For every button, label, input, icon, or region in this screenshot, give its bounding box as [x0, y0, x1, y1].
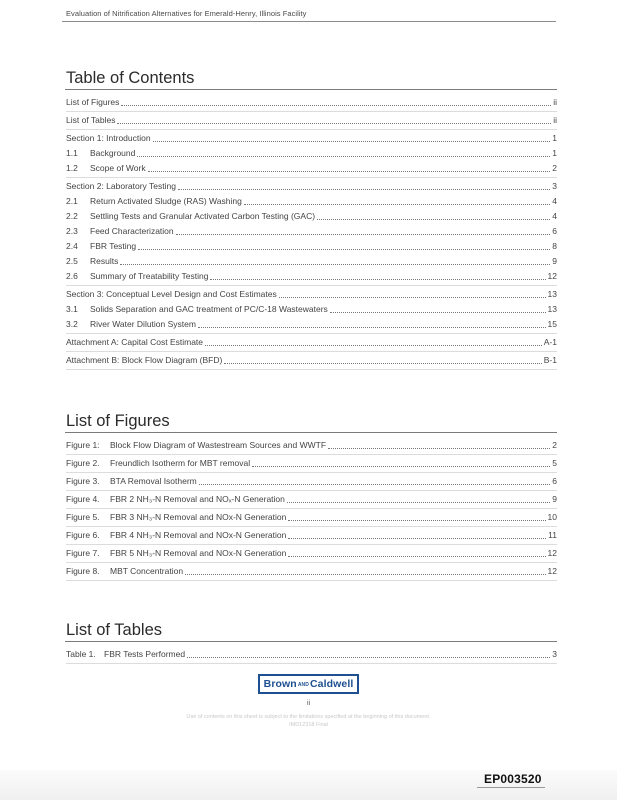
- figure-entry-number: Figure 1:: [66, 440, 100, 450]
- toc-entry[interactable]: [66, 240, 557, 252]
- figure-entry-label: FBR 3 NH₃-N Removal and NOx-N Generation: [110, 512, 287, 522]
- toc-entry-number: 1.1: [66, 148, 78, 158]
- dot-leader: [137, 155, 550, 157]
- toc-entry-number: 2.1: [66, 196, 78, 206]
- toc-entry[interactable]: [66, 288, 557, 300]
- toc-entry-label: Return Activated Sludge (RAS) Washing: [90, 196, 242, 206]
- toc-entry-number: 1.2: [66, 163, 78, 173]
- dot-leader: [317, 218, 550, 220]
- entry-separator: [66, 351, 557, 352]
- figures-title: List of Figures: [66, 412, 170, 430]
- figure-entry-label: FBR 5 NH₃-N Removal and NOx-N Generation: [110, 548, 287, 558]
- entry-separator: [66, 544, 557, 545]
- dot-leader: [288, 555, 545, 557]
- figure-entry-page: 6: [552, 476, 557, 486]
- figure-entry[interactable]: [66, 475, 557, 487]
- dot-leader: [185, 573, 545, 575]
- toc-entry[interactable]: [66, 195, 557, 207]
- toc-entry-page: 1: [552, 133, 557, 143]
- dot-leader: [187, 656, 550, 658]
- toc-entry-page: ii: [553, 97, 557, 107]
- logo-text-right: Caldwell: [309, 678, 354, 690]
- toc-entry-page: 1: [552, 148, 557, 158]
- figure-entry-page: 10: [547, 512, 557, 522]
- dot-leader: [121, 104, 551, 106]
- toc-entry-page: 9: [552, 256, 557, 266]
- figure-entry[interactable]: [66, 565, 557, 577]
- toc-entry[interactable]: [66, 114, 557, 126]
- dot-leader: [117, 122, 551, 124]
- dot-leader: [205, 344, 542, 346]
- tables-title-rule: [65, 641, 557, 642]
- toc-entry-number: 2.2: [66, 211, 78, 221]
- toc-title: Table of Contents: [66, 69, 195, 87]
- figure-entry-label: FBR 4 NH₃-N Removal and NOx-N Generation: [110, 530, 287, 540]
- figure-entry-label: Freundlich Isotherm for MBT removal: [110, 458, 251, 468]
- dot-leader: [224, 362, 541, 364]
- bates-number: EP003520: [484, 772, 542, 786]
- figure-entry-label: Block Flow Diagram of Wastestream Sources and WWTF: [110, 440, 327, 450]
- figure-entry-number: Figure 3.: [66, 476, 100, 486]
- toc-entry-label: Attachment B: Block Flow Diagram (BFD): [66, 355, 223, 365]
- tables-title: List of Tables: [66, 621, 163, 639]
- footer-note: Use of contents on this sheet is subject to the limitations specified at the beginning of this document.: [186, 714, 431, 720]
- toc-entry[interactable]: [66, 255, 557, 267]
- figure-entry[interactable]: [66, 529, 557, 541]
- entry-separator: [66, 129, 557, 130]
- toc-entry[interactable]: [66, 147, 557, 159]
- figures-title-rule: [65, 432, 557, 433]
- entry-separator: [66, 177, 557, 178]
- dot-leader: [120, 263, 550, 265]
- toc-entry-number: 3.2: [66, 319, 78, 329]
- figure-entry-number: Figure 8.: [66, 566, 100, 576]
- dot-leader: [288, 519, 545, 521]
- toc-entry-label: Results: [90, 256, 119, 266]
- dot-leader: [330, 311, 546, 313]
- dot-leader: [252, 465, 550, 467]
- toc-entry-label: Background: [90, 148, 136, 158]
- dot-leader: [148, 170, 551, 172]
- toc-entry-label: Summary of Treatability Testing: [90, 271, 209, 281]
- figure-entry-number: Figure 7.: [66, 548, 100, 558]
- figure-entry[interactable]: [66, 439, 557, 451]
- figure-entry[interactable]: [66, 457, 557, 469]
- figure-entry-label: FBR 2 NH₃-N Removal and NOₓ-N Generation: [110, 494, 285, 504]
- logo-text-left: Brown: [263, 678, 297, 690]
- entry-separator: [66, 333, 557, 334]
- toc-entry-label: River Water Dilution System: [90, 319, 196, 329]
- figure-entry-page: 12: [547, 548, 557, 558]
- dot-leader: [279, 296, 546, 298]
- toc-entry[interactable]: [66, 180, 557, 192]
- toc-entry-page: 4: [552, 211, 557, 221]
- entry-separator: [66, 472, 557, 473]
- toc-entry-page: A-1: [543, 337, 557, 347]
- toc-entry[interactable]: [66, 303, 557, 315]
- entry-separator: [66, 663, 557, 664]
- toc-entry-label: Section 1: Introduction: [66, 133, 151, 143]
- dot-leader: [199, 483, 551, 485]
- figure-entry-page: 2: [552, 440, 557, 450]
- toc-entry[interactable]: [66, 354, 557, 366]
- table-entry-page: 3: [552, 649, 557, 659]
- running-header: Evaluation of Nitrification Alternatives for Emerald-Henry, Illinois Facility: [66, 9, 307, 18]
- entry-separator: [66, 508, 557, 509]
- entry-separator: [66, 454, 557, 455]
- figure-entry-number: Figure 5.: [66, 512, 100, 522]
- toc-entry-page: ii: [553, 115, 557, 125]
- logo-text-amp: AND: [297, 682, 309, 688]
- toc-entry-label: List of Tables: [66, 115, 116, 125]
- toc-entry[interactable]: [66, 225, 557, 237]
- toc-entry-label: List of Figures: [66, 97, 120, 107]
- figure-entry-number: Figure 4.: [66, 494, 100, 504]
- toc-entry-page: 13: [547, 289, 557, 299]
- figure-entry-page: 12: [547, 566, 557, 576]
- toc-entry[interactable]: [66, 270, 557, 282]
- entry-separator: [66, 490, 557, 491]
- page-number: ii: [306, 700, 311, 707]
- toc-title-rule: [65, 89, 557, 90]
- entry-separator: [66, 111, 557, 112]
- toc-entry-page: 15: [547, 319, 557, 329]
- footer-doc-id: IMD12318 Final: [289, 722, 328, 728]
- toc-entry-label: Feed Characterization: [90, 226, 174, 236]
- entry-separator: [66, 580, 557, 581]
- toc-entry-number: 2.6: [66, 271, 78, 281]
- bates-rule: [477, 787, 545, 788]
- header-rule: [62, 21, 556, 22]
- toc-entry[interactable]: [66, 318, 557, 330]
- entry-separator: [66, 369, 557, 370]
- entry-separator: [66, 562, 557, 563]
- toc-entry-label: Section 2: Laboratory Testing: [66, 181, 176, 191]
- dot-leader: [178, 188, 550, 190]
- dot-leader: [138, 248, 550, 250]
- figure-entry[interactable]: [66, 493, 557, 505]
- figure-entry-page: 9: [552, 494, 557, 504]
- toc-entry[interactable]: [66, 132, 557, 144]
- toc-entry-number: 2.3: [66, 226, 78, 236]
- entry-separator: [66, 285, 557, 286]
- toc-entry[interactable]: [66, 162, 557, 174]
- entry-separator: [66, 526, 557, 527]
- figure-entry-page: 11: [548, 530, 557, 540]
- toc-entry-label: Section 3: Conceptual Level Design and Cost Estimates: [66, 289, 277, 299]
- table-entry[interactable]: [66, 648, 557, 660]
- dot-leader: [288, 537, 546, 539]
- dot-leader: [198, 326, 546, 328]
- toc-entry-number: 3.1: [66, 304, 78, 314]
- toc-entry-page: B-1: [543, 355, 557, 365]
- toc-entry-number: 2.5: [66, 256, 78, 266]
- toc-entry[interactable]: [66, 210, 557, 222]
- figure-entry-label: MBT Concentration: [110, 566, 184, 576]
- toc-entry-page: 12: [547, 271, 557, 281]
- figure-entry[interactable]: [66, 511, 557, 523]
- toc-entry-label: Attachment A: Capital Cost Estimate: [66, 337, 204, 347]
- toc-entry-label: Scope of Work: [90, 163, 146, 173]
- table-entry-label: FBR Tests Performed: [104, 649, 186, 659]
- dot-leader: [244, 203, 550, 205]
- dot-leader: [210, 278, 545, 280]
- toc-entry-page: 6: [552, 226, 557, 236]
- toc-entry-page: 4: [552, 196, 557, 206]
- figure-entry-number: Figure 6.: [66, 530, 100, 540]
- table-entry-number: Table 1.: [66, 649, 96, 659]
- toc-entry-number: 2.4: [66, 241, 78, 251]
- toc-entry-label: Settling Tests and Granular Activated Carbon Testing (GAC): [90, 211, 316, 221]
- toc-entry-page: 3: [552, 181, 557, 191]
- dot-leader: [328, 447, 550, 449]
- figure-entry-number: Figure 2.: [66, 458, 100, 468]
- dot-leader: [153, 140, 551, 142]
- toc-entry[interactable]: [66, 96, 557, 108]
- figure-entry-page: 5: [552, 458, 557, 468]
- toc-entry-label: Solids Separation and GAC treatment of PC/C-18 Wastewaters: [90, 304, 328, 314]
- figure-entry[interactable]: [66, 547, 557, 559]
- toc-entry-label: FBR Testing: [90, 241, 137, 251]
- dot-leader: [176, 233, 551, 235]
- toc-entry-page: 8: [552, 241, 557, 251]
- toc-entry-page: 13: [547, 304, 557, 314]
- toc-entry[interactable]: [66, 336, 557, 348]
- dot-leader: [287, 501, 550, 503]
- toc-entry-page: 2: [552, 163, 557, 173]
- brown-and-caldwell-logo: [258, 674, 359, 694]
- figure-entry-label: BTA Removal Isotherm: [110, 476, 197, 486]
